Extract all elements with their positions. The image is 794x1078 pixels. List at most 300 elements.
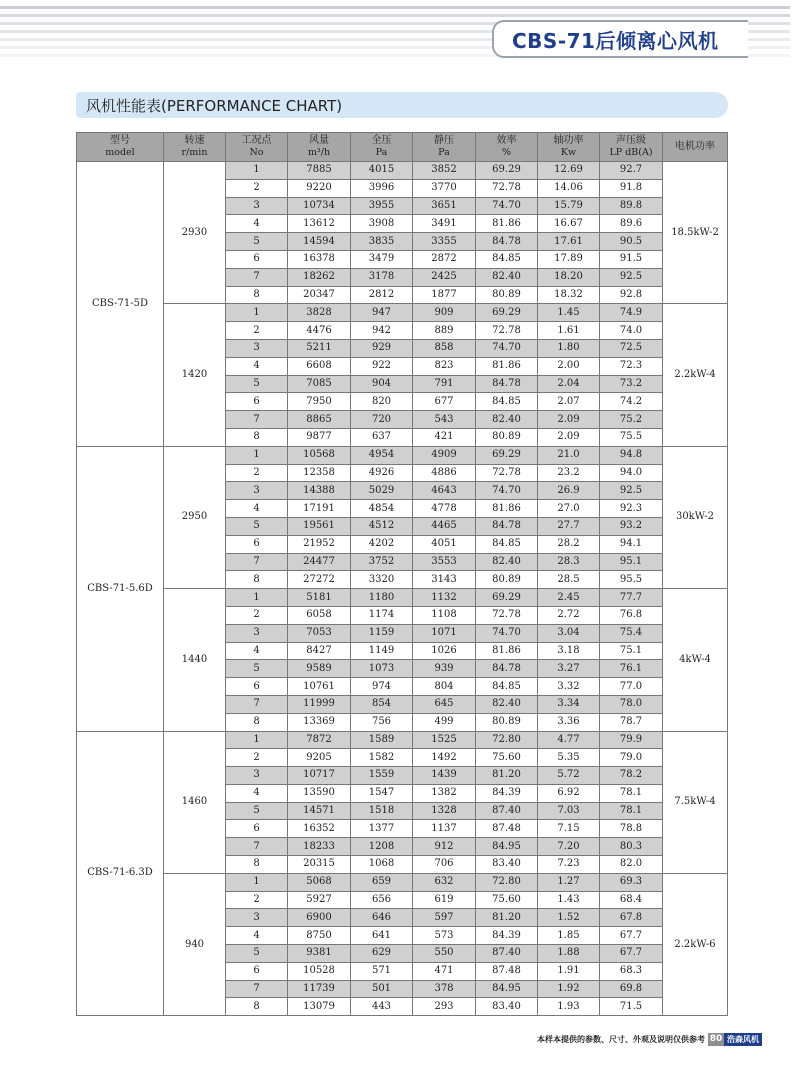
efficiency-cell: 80.89 (476, 571, 538, 589)
point-cell: 8 (226, 998, 288, 1016)
airflow-cell: 10568 (288, 446, 351, 464)
efficiency-cell: 82.40 (476, 553, 538, 571)
point-cell: 7 (226, 980, 288, 998)
header-sound-level: 声压级 LP dB(A) (600, 133, 663, 162)
point-cell: 5 (226, 945, 288, 963)
static-pressure-cell: 1328 (413, 802, 476, 820)
efficiency-cell: 74.70 (476, 482, 538, 500)
efficiency-cell: 69.29 (476, 304, 538, 322)
airflow-cell: 7950 (288, 393, 351, 411)
point-cell: 2 (226, 749, 288, 767)
static-pressure-cell: 939 (413, 660, 476, 678)
total-pressure-cell: 501 (351, 980, 413, 998)
header-static-pressure: 静压 Pa (413, 133, 476, 162)
airflow-cell: 7872 (288, 731, 351, 749)
shaft-power-cell: 3.27 (538, 660, 600, 678)
static-pressure-cell: 4778 (413, 500, 476, 518)
airflow-cell: 6058 (288, 606, 351, 624)
total-pressure-cell: 1589 (351, 731, 413, 749)
point-cell: 7 (226, 553, 288, 571)
total-pressure-cell: 3320 (351, 571, 413, 589)
static-pressure-cell: 677 (413, 393, 476, 411)
efficiency-cell: 84.78 (476, 660, 538, 678)
efficiency-cell: 75.60 (476, 891, 538, 909)
sound-level-cell: 89.8 (600, 197, 663, 215)
static-pressure-cell: 421 (413, 428, 476, 446)
point-cell: 7 (226, 268, 288, 286)
static-pressure-cell: 645 (413, 695, 476, 713)
total-pressure-cell: 656 (351, 891, 413, 909)
airflow-cell: 18262 (288, 268, 351, 286)
airflow-cell: 13590 (288, 784, 351, 802)
airflow-cell: 18233 (288, 838, 351, 856)
efficiency-cell: 84.78 (476, 517, 538, 535)
total-pressure-cell: 3178 (351, 268, 413, 286)
table-row (77, 589, 728, 607)
total-pressure-cell: 720 (351, 411, 413, 429)
static-pressure-cell: 1439 (413, 767, 476, 785)
point-cell: 1 (226, 162, 288, 180)
brand-label: 浩森风机 (724, 1033, 762, 1046)
shaft-power-cell: 27.7 (538, 517, 600, 535)
speed-cell: 2950 (164, 446, 226, 588)
point-cell: 5 (226, 233, 288, 251)
static-pressure-cell: 4643 (413, 482, 476, 500)
shaft-power-cell: 1.93 (538, 998, 600, 1016)
sound-level-cell: 75.4 (600, 624, 663, 642)
section-title: 风机性能表(PERFORMANCE CHART) (86, 97, 343, 115)
total-pressure-cell: 904 (351, 375, 413, 393)
static-pressure-cell: 4909 (413, 446, 476, 464)
airflow-cell: 13079 (288, 998, 351, 1016)
efficiency-cell: 75.60 (476, 749, 538, 767)
airflow-cell: 20315 (288, 856, 351, 874)
sound-level-cell: 67.8 (600, 909, 663, 927)
airflow-cell: 3828 (288, 304, 351, 322)
efficiency-cell: 81.86 (476, 357, 538, 375)
sound-level-cell: 92.5 (600, 482, 663, 500)
efficiency-cell: 84.78 (476, 375, 538, 393)
point-cell: 2 (226, 606, 288, 624)
airflow-cell: 8865 (288, 411, 351, 429)
airflow-cell: 7053 (288, 624, 351, 642)
shaft-power-cell: 2.72 (538, 606, 600, 624)
efficiency-cell: 74.70 (476, 624, 538, 642)
total-pressure-cell: 5029 (351, 482, 413, 500)
total-pressure-cell: 4202 (351, 535, 413, 553)
static-pressure-cell: 1137 (413, 820, 476, 838)
total-pressure-cell: 1068 (351, 856, 413, 874)
static-pressure-cell: 2872 (413, 250, 476, 268)
shaft-power-cell: 3.04 (538, 624, 600, 642)
sound-level-cell: 74.9 (600, 304, 663, 322)
sound-level-cell: 75.5 (600, 428, 663, 446)
shaft-power-cell: 6.92 (538, 784, 600, 802)
shaft-power-cell: 1.85 (538, 927, 600, 945)
table-row (77, 731, 728, 749)
efficiency-cell: 72.78 (476, 464, 538, 482)
shaft-power-cell: 2.04 (538, 375, 600, 393)
static-pressure-cell: 1525 (413, 731, 476, 749)
shaft-power-cell: 1.61 (538, 322, 600, 340)
header-model: 型号 model (77, 133, 164, 162)
airflow-cell: 14571 (288, 802, 351, 820)
motor-power-cell: 30kW-2 (663, 446, 728, 588)
point-cell: 2 (226, 322, 288, 340)
header-total-pressure: 全压 Pa (351, 133, 413, 162)
efficiency-cell: 87.40 (476, 802, 538, 820)
point-cell: 7 (226, 695, 288, 713)
efficiency-cell: 81.86 (476, 642, 538, 660)
airflow-cell: 10761 (288, 678, 351, 696)
sound-level-cell: 78.8 (600, 820, 663, 838)
efficiency-cell: 84.95 (476, 838, 538, 856)
efficiency-cell: 81.20 (476, 909, 538, 927)
efficiency-cell: 81.86 (476, 215, 538, 233)
efficiency-cell: 80.89 (476, 713, 538, 731)
total-pressure-cell: 646 (351, 909, 413, 927)
airflow-cell: 9877 (288, 428, 351, 446)
point-cell: 3 (226, 624, 288, 642)
airflow-cell: 13612 (288, 215, 351, 233)
shaft-power-cell: 3.34 (538, 695, 600, 713)
point-cell: 4 (226, 215, 288, 233)
total-pressure-cell: 3752 (351, 553, 413, 571)
point-cell: 6 (226, 820, 288, 838)
motor-power-cell: 18.5kW-2 (663, 162, 728, 304)
static-pressure-cell: 912 (413, 838, 476, 856)
static-pressure-cell: 909 (413, 304, 476, 322)
total-pressure-cell: 3996 (351, 179, 413, 197)
point-cell: 6 (226, 962, 288, 980)
total-pressure-cell: 1149 (351, 642, 413, 660)
static-pressure-cell: 550 (413, 945, 476, 963)
total-pressure-cell: 1547 (351, 784, 413, 802)
airflow-cell: 14594 (288, 233, 351, 251)
shaft-power-cell: 21.0 (538, 446, 600, 464)
shaft-power-cell: 18.20 (538, 268, 600, 286)
point-cell: 1 (226, 873, 288, 891)
speed-cell: 940 (164, 873, 226, 1015)
total-pressure-cell: 443 (351, 998, 413, 1016)
total-pressure-cell: 3479 (351, 250, 413, 268)
sound-level-cell: 90.5 (600, 233, 663, 251)
shaft-power-cell: 1.91 (538, 962, 600, 980)
efficiency-cell: 84.85 (476, 250, 538, 268)
airflow-cell: 19561 (288, 517, 351, 535)
shaft-power-cell: 1.45 (538, 304, 600, 322)
airflow-cell: 9205 (288, 749, 351, 767)
sound-level-cell: 92.7 (600, 162, 663, 180)
static-pressure-cell: 3491 (413, 215, 476, 233)
static-pressure-cell: 858 (413, 339, 476, 357)
point-cell: 5 (226, 517, 288, 535)
shaft-power-cell: 1.88 (538, 945, 600, 963)
point-cell: 1 (226, 304, 288, 322)
sound-level-cell: 67.7 (600, 927, 663, 945)
table-row (77, 873, 728, 891)
static-pressure-cell: 1492 (413, 749, 476, 767)
shaft-power-cell: 5.35 (538, 749, 600, 767)
motor-power-cell: 7.5kW-4 (663, 731, 728, 873)
shaft-power-cell: 3.18 (538, 642, 600, 660)
airflow-cell: 6608 (288, 357, 351, 375)
airflow-cell: 20347 (288, 286, 351, 304)
sound-level-cell: 67.7 (600, 945, 663, 963)
sound-level-cell: 94.1 (600, 535, 663, 553)
static-pressure-cell: 4886 (413, 464, 476, 482)
efficiency-cell: 82.40 (476, 411, 538, 429)
table-row (77, 304, 728, 322)
static-pressure-cell: 823 (413, 357, 476, 375)
shaft-power-cell: 17.89 (538, 250, 600, 268)
total-pressure-cell: 1582 (351, 749, 413, 767)
shaft-power-cell: 28.5 (538, 571, 600, 589)
footer-disclaimer: 本样本提供的参数、尺寸、外观及说明仅供参考 (537, 1035, 705, 1044)
static-pressure-cell: 3143 (413, 571, 476, 589)
shaft-power-cell: 2.07 (538, 393, 600, 411)
total-pressure-cell: 3908 (351, 215, 413, 233)
static-pressure-cell: 1877 (413, 286, 476, 304)
point-cell: 3 (226, 482, 288, 500)
sound-level-cell: 77.7 (600, 589, 663, 607)
total-pressure-cell: 1377 (351, 820, 413, 838)
sound-level-cell: 80.3 (600, 838, 663, 856)
shaft-power-cell: 3.36 (538, 713, 600, 731)
performance-table (76, 132, 728, 1016)
static-pressure-cell: 573 (413, 927, 476, 945)
efficiency-cell: 80.89 (476, 428, 538, 446)
efficiency-cell: 81.20 (476, 767, 538, 785)
efficiency-cell: 72.78 (476, 179, 538, 197)
efficiency-cell: 84.39 (476, 784, 538, 802)
static-pressure-cell: 1132 (413, 589, 476, 607)
header-motor-power: 电机功率 (663, 133, 728, 162)
static-pressure-cell: 3852 (413, 162, 476, 180)
sound-level-cell: 93.2 (600, 517, 663, 535)
point-cell: 2 (226, 179, 288, 197)
table-row (77, 446, 728, 464)
sound-level-cell: 78.7 (600, 713, 663, 731)
static-pressure-cell: 499 (413, 713, 476, 731)
sound-level-cell: 73.2 (600, 375, 663, 393)
shaft-power-cell: 2.09 (538, 428, 600, 446)
static-pressure-cell: 293 (413, 998, 476, 1016)
efficiency-cell: 82.40 (476, 695, 538, 713)
efficiency-cell: 83.40 (476, 856, 538, 874)
static-pressure-cell: 706 (413, 856, 476, 874)
sound-level-cell: 69.3 (600, 873, 663, 891)
total-pressure-cell: 2812 (351, 286, 413, 304)
point-cell: 6 (226, 535, 288, 553)
total-pressure-cell: 854 (351, 695, 413, 713)
airflow-cell: 11739 (288, 980, 351, 998)
shaft-power-cell: 1.27 (538, 873, 600, 891)
shaft-power-cell: 7.15 (538, 820, 600, 838)
airflow-cell: 7885 (288, 162, 351, 180)
sound-level-cell: 92.5 (600, 268, 663, 286)
sound-level-cell: 76.1 (600, 660, 663, 678)
page-number: 80 (709, 1034, 723, 1044)
total-pressure-cell: 3835 (351, 233, 413, 251)
efficiency-cell: 84.78 (476, 233, 538, 251)
point-cell: 1 (226, 731, 288, 749)
sound-level-cell: 92.3 (600, 500, 663, 518)
point-cell: 5 (226, 802, 288, 820)
point-cell: 5 (226, 375, 288, 393)
total-pressure-cell: 641 (351, 927, 413, 945)
static-pressure-cell: 632 (413, 873, 476, 891)
static-pressure-cell: 3355 (413, 233, 476, 251)
airflow-cell: 10734 (288, 197, 351, 215)
shaft-power-cell: 2.45 (538, 589, 600, 607)
shaft-power-cell: 2.09 (538, 411, 600, 429)
efficiency-cell: 81.86 (476, 500, 538, 518)
static-pressure-cell: 2425 (413, 268, 476, 286)
header-shaft-power: 轴功率 Kw (538, 133, 600, 162)
speed-cell: 1440 (164, 589, 226, 731)
efficiency-cell: 84.85 (476, 678, 538, 696)
airflow-cell: 7085 (288, 375, 351, 393)
airflow-cell: 9381 (288, 945, 351, 963)
shaft-power-cell: 16.67 (538, 215, 600, 233)
shaft-power-cell: 5.72 (538, 767, 600, 785)
sound-level-cell: 76.8 (600, 606, 663, 624)
static-pressure-cell: 4465 (413, 517, 476, 535)
point-cell: 7 (226, 838, 288, 856)
total-pressure-cell: 3955 (351, 197, 413, 215)
point-cell: 4 (226, 642, 288, 660)
sound-level-cell: 92.8 (600, 286, 663, 304)
sound-level-cell: 95.1 (600, 553, 663, 571)
total-pressure-cell: 922 (351, 357, 413, 375)
point-cell: 3 (226, 909, 288, 927)
total-pressure-cell: 974 (351, 678, 413, 696)
total-pressure-cell: 4854 (351, 500, 413, 518)
total-pressure-cell: 4926 (351, 464, 413, 482)
sound-level-cell: 75.1 (600, 642, 663, 660)
total-pressure-cell: 659 (351, 873, 413, 891)
sound-level-cell: 72.3 (600, 357, 663, 375)
static-pressure-cell: 597 (413, 909, 476, 927)
total-pressure-cell: 820 (351, 393, 413, 411)
efficiency-cell: 74.70 (476, 197, 538, 215)
sound-level-cell: 74.0 (600, 322, 663, 340)
airflow-cell: 16378 (288, 250, 351, 268)
airflow-cell: 5211 (288, 339, 351, 357)
sound-level-cell: 68.3 (600, 962, 663, 980)
speed-cell: 1460 (164, 731, 226, 873)
airflow-cell: 8427 (288, 642, 351, 660)
sound-level-cell: 75.2 (600, 411, 663, 429)
static-pressure-cell: 543 (413, 411, 476, 429)
table-body (77, 162, 728, 1016)
point-cell: 4 (226, 357, 288, 375)
point-cell: 8 (226, 571, 288, 589)
sound-level-cell: 82.0 (600, 856, 663, 874)
point-cell: 6 (226, 393, 288, 411)
total-pressure-cell: 1518 (351, 802, 413, 820)
airflow-cell: 24477 (288, 553, 351, 571)
point-cell: 8 (226, 856, 288, 874)
shaft-power-cell: 1.52 (538, 909, 600, 927)
static-pressure-cell: 4051 (413, 535, 476, 553)
point-cell: 7 (226, 411, 288, 429)
total-pressure-cell: 1073 (351, 660, 413, 678)
model-cell: CBS-71-5.6D (77, 446, 164, 731)
point-cell: 3 (226, 339, 288, 357)
sound-level-cell: 78.1 (600, 784, 663, 802)
shaft-power-cell: 7.20 (538, 838, 600, 856)
airflow-cell: 12358 (288, 464, 351, 482)
airflow-cell: 21952 (288, 535, 351, 553)
shaft-power-cell: 26.9 (538, 482, 600, 500)
sound-level-cell: 69.8 (600, 980, 663, 998)
shaft-power-cell: 18.32 (538, 286, 600, 304)
static-pressure-cell: 471 (413, 962, 476, 980)
speed-cell: 1420 (164, 304, 226, 446)
point-cell: 6 (226, 678, 288, 696)
airflow-cell: 5181 (288, 589, 351, 607)
shaft-power-cell: 1.80 (538, 339, 600, 357)
efficiency-cell: 87.48 (476, 962, 538, 980)
point-cell: 1 (226, 446, 288, 464)
sound-level-cell: 68.4 (600, 891, 663, 909)
efficiency-cell: 69.29 (476, 446, 538, 464)
model-cell: CBS-71-6.3D (77, 731, 164, 1016)
point-cell: 3 (226, 767, 288, 785)
efficiency-cell: 84.85 (476, 393, 538, 411)
sound-level-cell: 91.8 (600, 179, 663, 197)
header-airflow: 风量 m³/h (288, 133, 351, 162)
static-pressure-cell: 791 (413, 375, 476, 393)
airflow-cell: 9220 (288, 179, 351, 197)
total-pressure-cell: 1159 (351, 624, 413, 642)
point-cell: 2 (226, 891, 288, 909)
point-cell: 5 (226, 660, 288, 678)
shaft-power-cell: 1.92 (538, 980, 600, 998)
shaft-power-cell: 23.2 (538, 464, 600, 482)
efficiency-cell: 80.89 (476, 286, 538, 304)
header-efficiency: 效率 % (476, 133, 538, 162)
point-cell: 3 (226, 197, 288, 215)
shaft-power-cell: 15.79 (538, 197, 600, 215)
motor-power-cell: 2.2kW-4 (663, 304, 728, 446)
total-pressure-cell: 1559 (351, 767, 413, 785)
total-pressure-cell: 929 (351, 339, 413, 357)
total-pressure-cell: 629 (351, 945, 413, 963)
shaft-power-cell: 27.0 (538, 500, 600, 518)
point-cell: 6 (226, 250, 288, 268)
shaft-power-cell: 7.23 (538, 856, 600, 874)
total-pressure-cell: 4512 (351, 517, 413, 535)
sound-level-cell: 78.1 (600, 802, 663, 820)
shaft-power-cell: 4.77 (538, 731, 600, 749)
total-pressure-cell: 942 (351, 322, 413, 340)
static-pressure-cell: 889 (413, 322, 476, 340)
total-pressure-cell: 1174 (351, 606, 413, 624)
sound-level-cell: 95.5 (600, 571, 663, 589)
header-speed: 转速 r/min (164, 133, 226, 162)
total-pressure-cell: 4954 (351, 446, 413, 464)
point-cell: 8 (226, 713, 288, 731)
airflow-cell: 5068 (288, 873, 351, 891)
efficiency-cell: 72.78 (476, 606, 538, 624)
point-cell: 4 (226, 927, 288, 945)
speed-cell: 2930 (164, 162, 226, 304)
shaft-power-cell: 7.03 (538, 802, 600, 820)
sound-level-cell: 78.2 (600, 767, 663, 785)
